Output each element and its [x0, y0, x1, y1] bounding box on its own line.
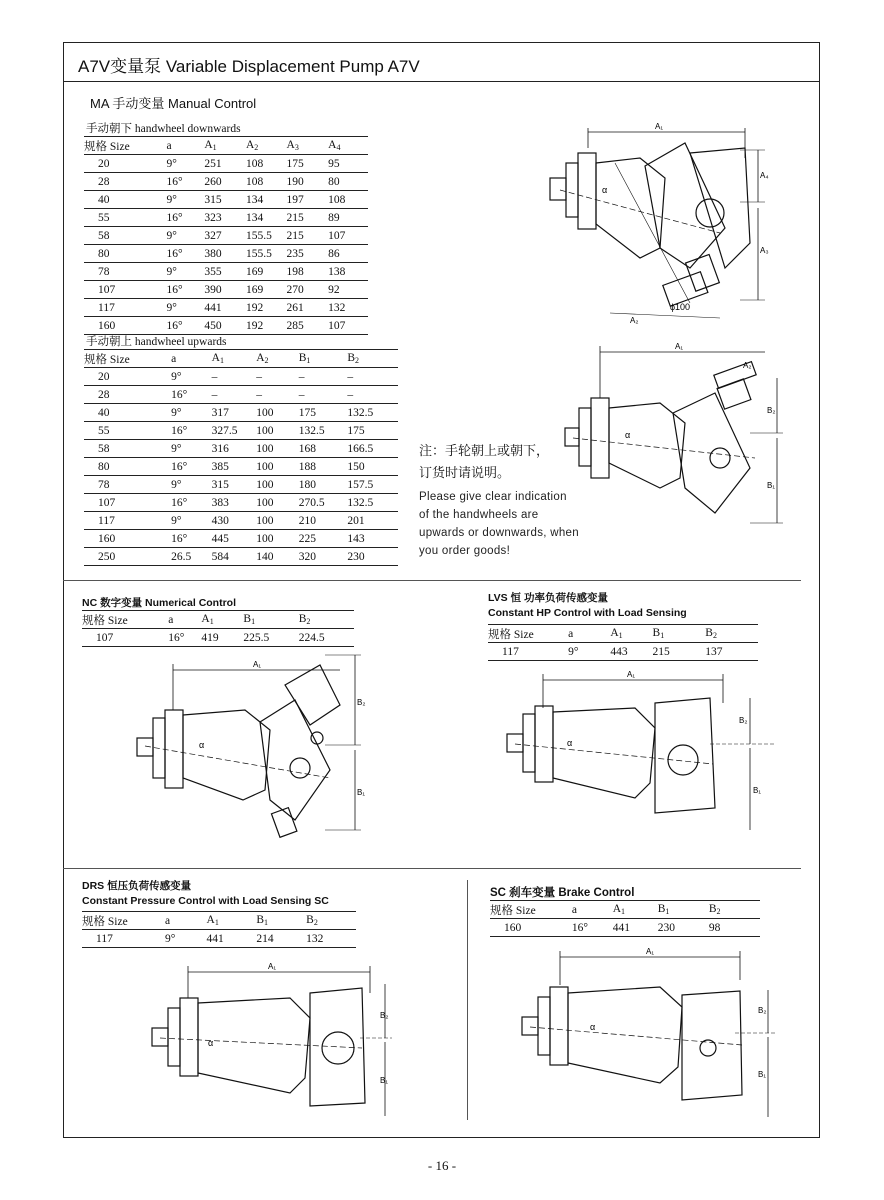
ma-down-header-cell: $A_4$	[328, 139, 341, 152]
ma-up-cell: 16°	[171, 532, 188, 545]
lvs-table	[488, 624, 758, 661]
nc-cell: 419	[201, 631, 219, 644]
ma-up-row	[84, 512, 398, 530]
sc-a1-label: A₁	[646, 947, 655, 956]
ma-down-cell: 390	[204, 283, 222, 296]
ma-up-cell: 9°	[171, 442, 182, 455]
nc-b1-label: B₁	[357, 788, 366, 797]
ma-down-cell: 235	[286, 247, 304, 260]
ma-up-cell: 100	[256, 442, 274, 455]
ma-up-cell: 445	[211, 532, 229, 545]
sc-row	[490, 919, 760, 937]
ma-up-header-cell: 规格 Size	[84, 353, 130, 366]
ma-up-cell: 270.5	[298, 496, 325, 509]
ma-up-cell: 132.5	[347, 406, 374, 419]
ma-down-cell: 270	[286, 283, 304, 296]
lvs-header-cell: $B_1$	[652, 627, 665, 640]
lvs-alpha-label: α	[567, 738, 573, 748]
ma-up-cell: 40	[98, 406, 110, 419]
ma-down-cell: 160	[98, 319, 116, 332]
ma-up-row	[84, 476, 398, 494]
ma-down-cell: 285	[286, 319, 304, 332]
ma-up-row	[84, 530, 398, 548]
ma-up-cell: 80	[98, 460, 110, 473]
page-title: A7V变量泵 Variable Displacement Pump A7V	[78, 57, 420, 76]
ma-up-cell: 315	[211, 478, 229, 491]
drs-header-cell: a	[165, 914, 171, 927]
ma-up-row	[84, 404, 398, 422]
ma-down-cell: 28	[98, 175, 110, 188]
ma-up-cell: 250	[98, 550, 116, 563]
lvs-cell: 137	[705, 645, 723, 658]
nc-header-row	[82, 611, 354, 629]
ma-down-a2-label: A₂	[630, 316, 639, 325]
ma-up-cell: –	[298, 370, 305, 383]
ma-up-cell: 584	[211, 550, 229, 563]
ma-down-cell: 92	[328, 283, 340, 296]
ma-up-alpha-label: α	[625, 430, 631, 440]
ma-up-cell: 16°	[171, 496, 188, 509]
nc-b2-label: B₂	[357, 698, 366, 707]
ma-up-cell: 9°	[171, 514, 182, 527]
ma-up-drawing	[555, 338, 795, 533]
ma-down-row	[84, 317, 368, 335]
ma-up-cell: 20	[98, 370, 110, 383]
ma-down-cell: 198	[286, 265, 304, 278]
ma-up-header-cell: a	[171, 352, 177, 365]
ma-down-a4-label: A₄	[760, 171, 769, 180]
ma-up-cell: 166.5	[347, 442, 374, 455]
ma-up-header-cell: $B_1$	[298, 352, 311, 365]
drs-header-cell: $B_2$	[306, 914, 318, 927]
ma-up-cell: –	[211, 370, 218, 383]
ma-down-cell: 117	[98, 301, 115, 314]
ma-up-cell: 210	[298, 514, 316, 527]
lvs-cell: 215	[652, 645, 670, 658]
ma-up-cell: 9°	[171, 406, 182, 419]
ma-down-cell: 107	[328, 319, 346, 332]
drs-header-cell: 规格 Size	[82, 915, 128, 928]
ma-down-cell: 327	[204, 229, 222, 242]
ma-down-header-cell: $A_3$	[286, 139, 299, 152]
ma-down-cell: 197	[286, 193, 304, 206]
drs-drawing	[140, 958, 405, 1128]
ma-down-caption: 手动朝下 handwheel downwards	[86, 123, 241, 135]
section-vdivider	[467, 880, 468, 1120]
ma-up-cell: 225	[298, 532, 316, 545]
nc-a1-label: A₁	[253, 660, 262, 669]
ma-up-header-cell: $A_2$	[256, 352, 269, 365]
ma-up-cell: 430	[211, 514, 229, 527]
ma-up-cell: 143	[347, 532, 365, 545]
ma-up-cell: –	[256, 370, 262, 383]
ma-down-cell: 192	[245, 301, 264, 314]
ma-up-header-cell: $A_1$	[211, 352, 224, 365]
ma-down-cell: 108	[245, 175, 264, 188]
sc-header-cell: 规格 Size	[490, 904, 536, 917]
ma-down-cell: 132	[328, 301, 346, 314]
ma-down-cell: 80	[98, 247, 110, 260]
ma-down-cell: 78	[98, 265, 110, 278]
ma-up-cell: 100	[256, 496, 274, 509]
section-divider-2	[63, 868, 801, 869]
ma-down-cell: 16°	[166, 283, 183, 296]
ma-up-cell: –	[347, 388, 354, 401]
sc-header-cell: a	[571, 903, 577, 916]
ma-up-cell: –	[347, 370, 354, 383]
ma-down-cell: 108	[328, 193, 346, 206]
drs-cell: 441	[206, 932, 224, 945]
ma-down-phi-label: ϕ100	[670, 302, 691, 312]
ma-down-cell: 441	[204, 301, 222, 314]
ma-down-cell: 192	[245, 319, 264, 332]
ma-up-row	[84, 368, 398, 386]
ma-down-cell: 16°	[166, 211, 183, 224]
lvs-cell: 443	[610, 645, 628, 658]
ma-up-cell: 383	[211, 496, 229, 509]
lvs-header-cell: $A_1$	[610, 627, 623, 640]
drs-a1-label: A₁	[268, 962, 277, 971]
drs-header-cell: $A_1$	[206, 914, 219, 927]
lvs-header-cell: $B_2$	[705, 627, 717, 640]
ma-down-cell: 16°	[166, 319, 183, 332]
drs-alpha-label: α	[208, 1038, 214, 1048]
ma-down-a1-label: A₁	[655, 122, 664, 131]
ma-up-cell: 16°	[171, 424, 188, 437]
ma-down-cell: 58	[98, 229, 110, 242]
ma-down-cell: 315	[204, 193, 222, 206]
ma-down-cell: 16°	[166, 247, 183, 260]
ma-down-header-cell: $A_2$	[245, 139, 259, 152]
ma-up-row	[84, 422, 398, 440]
ma-down-cell: 86	[328, 247, 340, 260]
ma-down-cell: 134	[245, 211, 264, 224]
ma-note-en: Please give clear indication of the handwheels are upwards or downwards, when you order goods!	[419, 491, 579, 557]
ma-up-cell: 327.5	[211, 424, 238, 437]
ma-up-row	[84, 494, 398, 512]
ma-down-alpha-label: α	[602, 185, 608, 195]
sc-drawing	[510, 945, 785, 1125]
ma-up-cell: 100	[256, 424, 274, 437]
ma-down-row	[84, 263, 368, 281]
ma-down-header-row	[84, 137, 368, 155]
ma-down-cell: 107	[98, 283, 116, 296]
sc-heading: SC 刹车变量 Brake Control	[490, 887, 635, 899]
ma-down-row	[84, 299, 368, 317]
ma-down-table	[84, 136, 368, 335]
ma-up-cell: 117	[98, 514, 115, 527]
sc-cell: 160	[504, 921, 522, 934]
drs-cell: 214	[256, 932, 274, 945]
ma-down-cell: 9°	[166, 193, 177, 206]
drs-heading-en: Constant Pressure Control with Load Sensing SC	[82, 895, 329, 907]
ma-up-cell: 230	[347, 550, 365, 563]
ma-down-cell: 134	[245, 193, 264, 206]
drs-heading: DRS 恒压负荷传感变量	[82, 880, 192, 892]
lvs-cell: 9°	[568, 645, 579, 658]
ma-up-a1-label: A₁	[675, 342, 684, 351]
ma-note-cn-line2: 订货时请说明。	[419, 465, 511, 480]
ma-down-cell: 9°	[166, 301, 177, 314]
ma-down-cell: 9°	[166, 229, 177, 242]
drs-b2-label: B₂	[380, 1011, 389, 1020]
ma-up-cell: 28	[98, 388, 110, 401]
ma-up-cell: 160	[98, 532, 116, 545]
ma-up-cell: 175	[347, 424, 365, 437]
ma-up-b2-label: B₂	[767, 406, 776, 415]
lvs-heading: LVS 恒 功率负荷传感变量	[488, 592, 608, 604]
lvs-header-cell: a	[568, 627, 574, 640]
ma-heading: MA 手动变量 Manual Control	[90, 96, 257, 111]
drs-header-cell: $B_1$	[256, 914, 268, 927]
ma-down-cell: 450	[204, 319, 222, 332]
ma-down-a3-label: A₃	[760, 246, 769, 255]
ma-down-cell: 261	[286, 301, 304, 314]
sc-header-cell: $B_1$	[657, 903, 670, 916]
ma-down-cell: 89	[328, 211, 340, 224]
ma-up-cell: 188	[298, 460, 316, 473]
ma-down-cell: 323	[204, 211, 222, 224]
sc-cell: 98	[708, 921, 721, 934]
ma-down-cell: 108	[245, 157, 264, 170]
ma-up-cell: –	[256, 388, 262, 401]
ma-down-cell: 251	[204, 157, 222, 170]
ma-down-cell: 215	[286, 229, 304, 242]
ma-down-drawing	[540, 118, 790, 333]
ma-up-cell: 157.5	[347, 478, 374, 491]
ma-down-cell: 95	[328, 157, 340, 170]
ma-up-caption: 手动朝上 handwheel upwards	[86, 336, 227, 348]
sc-cell: 16°	[571, 921, 588, 934]
ma-down-row	[84, 155, 368, 173]
nc-table	[82, 610, 354, 647]
sc-cell: 230	[657, 921, 675, 934]
ma-down-row	[84, 191, 368, 209]
ma-down-row	[84, 245, 368, 263]
ma-down-row	[84, 209, 368, 227]
ma-up-cell: 107	[98, 496, 116, 509]
drs-header-row	[82, 912, 356, 930]
ma-up-cell: 132.5	[298, 424, 325, 437]
ma-up-row	[84, 548, 398, 566]
ma-up-cell: 78	[98, 478, 110, 491]
ma-up-cell: 201	[347, 514, 365, 527]
ma-down-cell: 107	[328, 229, 346, 242]
lvs-b1-label: B₁	[753, 786, 762, 795]
ma-up-cell: 16°	[171, 460, 188, 473]
ma-up-cell: 16°	[171, 388, 188, 401]
ma-down-cell: 20	[98, 157, 110, 170]
ma-up-cell: 100	[256, 406, 274, 419]
ma-up-cell: –	[211, 388, 218, 401]
ma-up-cell: 26.5	[171, 550, 192, 563]
ma-down-cell: 169	[245, 283, 264, 296]
ma-down-cell: 175	[286, 157, 304, 170]
nc-cell: 224.5	[298, 631, 325, 644]
sc-cell: 441	[612, 921, 630, 934]
ma-up-cell: –	[298, 388, 305, 401]
ma-down-cell: 380	[204, 247, 222, 260]
ma-up-cell: 9°	[171, 370, 182, 383]
lvs-heading-en: Constant HP Control with Load Sensing	[488, 607, 687, 619]
ma-up-cell: 317	[211, 406, 229, 419]
ma-up-header-cell: $B_2$	[347, 352, 359, 365]
ma-down-cell: 16°	[166, 175, 183, 188]
ma-down-row	[84, 173, 368, 191]
ma-down-cell: 155.5	[245, 229, 272, 242]
sc-b2-label: B₂	[758, 1006, 767, 1015]
drs-cell: 9°	[165, 932, 176, 945]
ma-up-cell: 58	[98, 442, 110, 455]
ma-up-cell: 132.5	[347, 496, 374, 509]
drs-table	[82, 911, 356, 948]
lvs-drawing	[495, 668, 785, 848]
ma-up-row	[84, 458, 398, 476]
ma-down-cell: 190	[286, 175, 304, 188]
ma-up-row	[84, 386, 398, 404]
nc-drawing	[125, 650, 385, 860]
nc-cell: 107	[96, 631, 114, 644]
ma-up-cell: 385	[211, 460, 229, 473]
ma-up-cell: 140	[256, 550, 274, 563]
nc-cell: 16°	[168, 631, 185, 644]
ma-down-cell: 9°	[166, 157, 177, 170]
ma-down-cell: 260	[204, 175, 222, 188]
ma-down-cell: 40	[98, 193, 110, 206]
sc-header-row	[490, 901, 760, 919]
nc-header-cell: $B_2$	[298, 613, 311, 626]
drs-row	[82, 930, 356, 948]
ma-up-cell: 100	[256, 478, 274, 491]
nc-header-cell: $B_1$	[243, 613, 256, 626]
ma-down-row	[84, 227, 368, 245]
ma-up-row	[84, 440, 398, 458]
ma-down-header-cell: 规格 Size	[84, 140, 130, 153]
lvs-b2-label: B₂	[739, 716, 748, 725]
ma-up-cell: 175	[298, 406, 316, 419]
ma-down-cell: 155.5	[245, 247, 272, 260]
ma-down-cell: 55	[98, 211, 110, 224]
sc-table	[490, 900, 760, 937]
ma-down-header-cell: $A_1$	[204, 139, 217, 152]
ma-down-row	[84, 281, 368, 299]
lvs-header-cell: 规格 Size	[488, 628, 534, 641]
ma-down-cell: 355	[204, 265, 222, 278]
nc-heading: NC 数字变量 Numerical Control	[82, 597, 237, 609]
ma-up-cell: 168	[298, 442, 316, 455]
ma-note-cn-line1: 注：手轮朝上或朝下，	[419, 443, 550, 458]
nc-header-cell: 规格 Size	[82, 614, 128, 627]
section-divider-1	[63, 580, 801, 581]
ma-down-header-cell: a	[166, 139, 172, 152]
nc-header-cell: a	[168, 613, 174, 626]
nc-cell: 225.5	[243, 631, 270, 644]
lvs-cell: 117	[502, 645, 519, 658]
ma-up-header-row	[84, 350, 398, 368]
drs-cell: 132	[306, 932, 324, 945]
ma-up-cell: 100	[256, 460, 274, 473]
drs-b1-label: B₁	[380, 1076, 389, 1085]
drs-cell: 117	[96, 932, 113, 945]
ma-up-cell: 100	[256, 532, 274, 545]
lvs-row	[488, 643, 758, 661]
ma-up-cell: 316	[211, 442, 229, 455]
ma-up-cell: 150	[347, 460, 365, 473]
lvs-a1-label: A₁	[627, 670, 636, 679]
sc-header-cell: $A_1$	[612, 903, 626, 916]
ma-up-cell: 55	[98, 424, 110, 437]
sc-b1-label: B₁	[758, 1070, 767, 1079]
page-number: - 16 -	[427, 1158, 457, 1173]
ma-up-table	[84, 349, 398, 566]
ma-down-cell: 169	[245, 265, 264, 278]
ma-up-cell: 180	[298, 478, 316, 491]
ma-down-cell: 9°	[166, 265, 177, 278]
ma-up-cell: 320	[298, 550, 316, 563]
sc-header-cell: $B_2$	[708, 903, 721, 916]
nc-row	[82, 629, 354, 647]
ma-up-cell: 100	[256, 514, 274, 527]
ma-down-cell: 80	[328, 175, 340, 188]
ma-down-cell: 215	[286, 211, 304, 224]
lvs-header-row	[488, 625, 758, 643]
nc-alpha-label: α	[199, 740, 205, 750]
ma-down-cell: 138	[328, 265, 346, 278]
ma-up-cell: 9°	[171, 478, 182, 491]
ma-up-a2-label: A₂	[743, 361, 752, 370]
nc-header-cell: $A_1$	[201, 613, 214, 626]
sc-alpha-label: α	[590, 1022, 596, 1032]
ma-note-cn	[419, 440, 549, 484]
ma-up-b1-label: B₁	[767, 481, 776, 490]
